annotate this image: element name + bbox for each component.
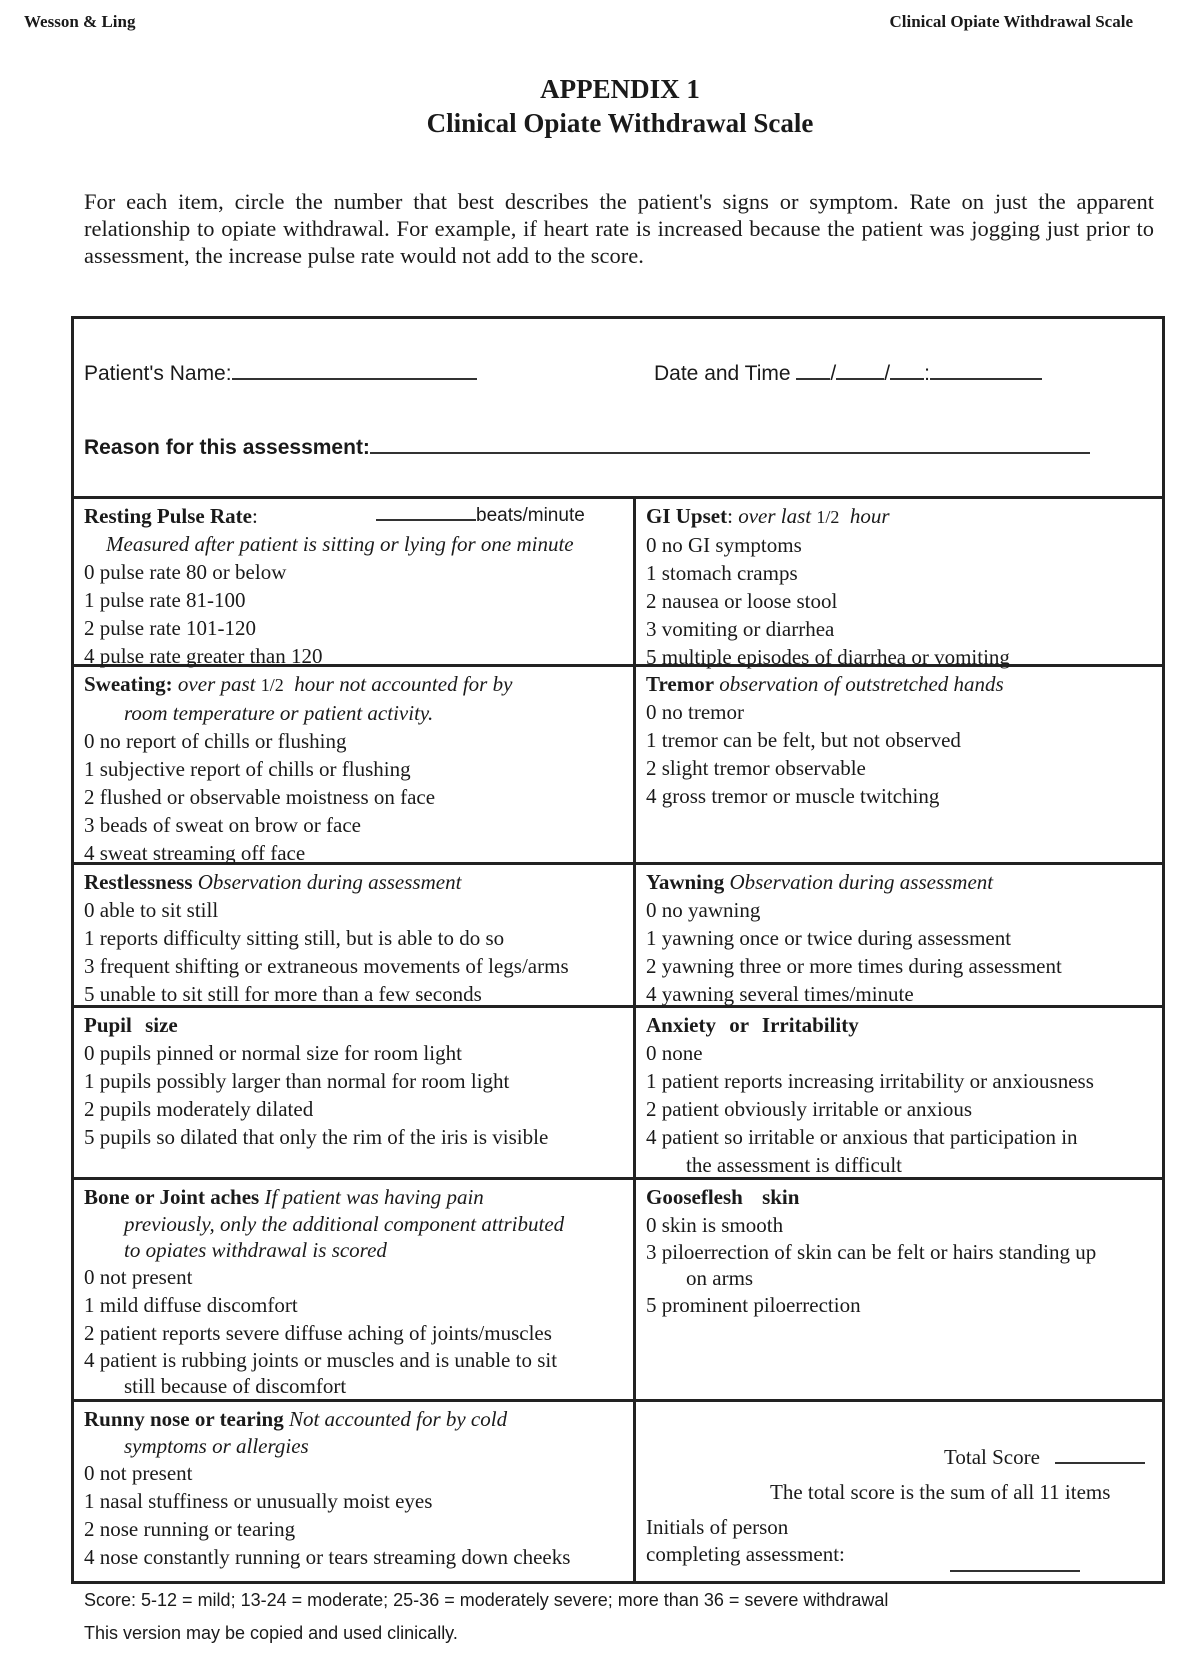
- initials-label-line1: Initials of person: [646, 1515, 789, 1539]
- patient-name-label: Patient's Name:: [84, 362, 232, 385]
- item-runny-nose-tearing: [84, 1405, 629, 1571]
- patient-name-input[interactable]: [232, 360, 477, 380]
- total-score-label: Total Score: [944, 1445, 1040, 1469]
- score-option[interactable]: 5 prominent piloerrection: [646, 1293, 861, 1317]
- initials-label-line2: completing assessment:: [646, 1542, 845, 1566]
- item-gi-upset: [646, 502, 1156, 671]
- score-option[interactable]: 2 slight tremor observable: [646, 756, 866, 780]
- item-description: symptoms or allergies: [124, 1434, 309, 1458]
- item-description: over past: [177, 672, 256, 696]
- score-option[interactable]: 0 no GI symptoms: [646, 533, 802, 557]
- item-sweating: [84, 670, 629, 867]
- item-description: Observation during assessment: [729, 870, 994, 894]
- pulse-rate-input[interactable]: [376, 503, 476, 521]
- item-description: to opiates withdrawal is scored: [124, 1238, 387, 1262]
- total-score-note: The total score is the sum of all 11 items: [770, 1480, 1111, 1504]
- score-option[interactable]: 4 gross tremor or muscle twitching: [646, 784, 940, 808]
- score-option[interactable]: 3 frequent shifting or extraneous movements of legs/arms: [84, 954, 569, 978]
- item-title: Yawning: [646, 870, 725, 894]
- appendix-label: APPENDIX 1: [540, 74, 700, 104]
- date-time-field[interactable]: [654, 360, 1042, 386]
- score-option[interactable]: 1 patient reports increasing irritability or anxiousness: [646, 1069, 1094, 1093]
- score-option[interactable]: 1 stomach cramps: [646, 561, 798, 585]
- item-pupil-size: [84, 1011, 629, 1151]
- score-option[interactable]: 5 unable to sit still for more than a few seconds: [84, 982, 482, 1006]
- score-option[interactable]: 0 not present: [84, 1461, 193, 1485]
- item-title-colon: :: [727, 504, 733, 528]
- score-option[interactable]: 0 pupils pinned or normal size for room light: [84, 1041, 462, 1065]
- score-option[interactable]: 4 nose constantly running or tears streaming down cheeks: [84, 1545, 571, 1569]
- item-title: Runny nose or tearing: [84, 1407, 284, 1431]
- score-option[interactable]: 1 reports difficulty sitting still, but is able to do so: [84, 926, 505, 950]
- total-score-field[interactable]: [944, 1444, 1145, 1470]
- item-title: Bone or Joint aches: [84, 1185, 260, 1209]
- score-option[interactable]: 2 nose running or tearing: [84, 1517, 296, 1541]
- item-title: Pupil size: [84, 1013, 178, 1037]
- score-option[interactable]: 0 not present: [84, 1265, 193, 1289]
- copyright-note: This version may be copied and used clinically.: [84, 1623, 458, 1643]
- score-option[interactable]: 0 no report of chills or flushing: [84, 729, 347, 753]
- item-title-colon: :: [251, 504, 258, 528]
- score-option[interactable]: 2 patient reports severe diffuse aching of joints/muscles: [84, 1321, 552, 1345]
- item-description: previously, only the additional component attributed: [124, 1212, 565, 1236]
- item-description: room temperature or patient activity.: [124, 701, 434, 725]
- patient-name-field[interactable]: [84, 360, 477, 386]
- reason-label: Reason for this assessment:: [84, 436, 370, 459]
- score-option[interactable]: 0 none: [646, 1041, 703, 1065]
- divider: [71, 1399, 1165, 1402]
- date-time-label: Date and Time: [654, 362, 791, 385]
- score-option[interactable]: 0 able to sit still: [84, 898, 219, 922]
- item-tremor: [646, 670, 1156, 810]
- item-title: Sweating:: [84, 672, 173, 696]
- reason-field[interactable]: [84, 434, 1090, 460]
- item-description: over last: [738, 504, 812, 528]
- initials-input[interactable]: [950, 1552, 1080, 1572]
- score-option[interactable]: 2 flushed or observable moistness on face: [84, 785, 436, 809]
- score-option[interactable]: 0 no tremor: [646, 700, 744, 724]
- score-option[interactable]: 1 pupils possibly larger than normal for room light: [84, 1069, 510, 1093]
- item-description: Observation during assessment: [197, 870, 462, 894]
- score-option[interactable]: [646, 1123, 1156, 1179]
- score-option[interactable]: 1 tremor can be felt, but not observed: [646, 728, 961, 752]
- score-option[interactable]: 4 yawning several times/minute: [646, 982, 914, 1006]
- score-option[interactable]: 1 nasal stuffiness or unusually moist eyes: [84, 1489, 433, 1513]
- pulse-unit-label: beats/minute: [476, 505, 585, 526]
- score-option-continuation: on arms: [686, 1266, 754, 1290]
- score-option[interactable]: 2 pulse rate 101-120: [84, 616, 257, 640]
- item-bone-joint-aches: [84, 1183, 629, 1399]
- item-title: GI Upset: [646, 504, 728, 528]
- date-day-input[interactable]: [836, 360, 884, 380]
- score-interpretation: Score: 5-12 = mild; 13-24 = moderate; 25-36 = moderately severe; more than 36 = severe withdrawal: [84, 1590, 889, 1610]
- score-option[interactable]: 4 pulse rate greater than 120: [84, 644, 323, 668]
- running-header-authors: Wesson & Ling: [24, 12, 136, 31]
- score-option[interactable]: 0 no yawning: [646, 898, 761, 922]
- score-option[interactable]: 2 nausea or loose stool: [646, 589, 838, 613]
- score-option[interactable]: 3 vomiting or diarrhea: [646, 617, 835, 641]
- column-divider: [633, 498, 636, 1584]
- date-separator: /: [884, 362, 891, 385]
- score-option-text: 4 patient so irritable or anxious that participation in: [646, 1125, 1078, 1149]
- item-gooseflesh-skin: [646, 1183, 1156, 1319]
- item-title: Restlessness: [84, 870, 193, 894]
- score-option[interactable]: 4 sweat streaming off face: [84, 841, 306, 865]
- score-option[interactable]: 5 pupils so dilated that only the rim of the iris is visible: [84, 1125, 549, 1149]
- date-year-input[interactable]: [890, 360, 924, 380]
- item-description: Measured after patient is sitting or lying for one minute: [106, 532, 574, 556]
- item-title: Resting Pulse Rate: [84, 504, 252, 528]
- score-option[interactable]: 1 mild diffuse discomfort: [84, 1293, 298, 1317]
- score-option[interactable]: 0 pulse rate 80 or below: [84, 560, 287, 584]
- score-option-continuation: the assessment is difficult: [686, 1153, 902, 1177]
- item-yawning: [646, 868, 1156, 1008]
- item-title: Tremor: [646, 672, 715, 696]
- score-option-text: 4 patient is rubbing joints or muscles and is unable to sit: [84, 1348, 558, 1372]
- score-option[interactable]: 1 yawning once or twice during assessment: [646, 926, 1012, 950]
- time-input[interactable]: [930, 360, 1042, 380]
- item-description: Not accounted for by cold: [288, 1407, 508, 1431]
- score-option[interactable]: 1 subjective report of chills or flushing: [84, 757, 411, 781]
- score-option[interactable]: 2 yawning three or more times during assessment: [646, 954, 1062, 978]
- divider: [71, 496, 1165, 499]
- item-description-fraction: 1/2: [260, 675, 284, 695]
- item-anxiety-irritability: [646, 1011, 1156, 1179]
- score-option-continuation: still because of discomfort: [124, 1374, 347, 1398]
- page-title: Clinical Opiate Withdrawal Scale: [426, 108, 814, 138]
- item-resting-pulse-rate: [84, 502, 629, 670]
- date-separator: /: [830, 362, 837, 385]
- time-separator: :: [924, 362, 930, 385]
- score-option[interactable]: 5 multiple episodes of diarrhea or vomiting: [646, 645, 1010, 669]
- item-description: hour: [849, 504, 890, 528]
- score-option[interactable]: [84, 1347, 629, 1399]
- item-description: hour not accounted for by: [294, 672, 513, 696]
- score-option[interactable]: 1 pulse rate 81-100: [84, 588, 246, 612]
- item-description-fraction: 1/2: [816, 507, 840, 527]
- score-option[interactable]: [646, 1239, 1156, 1291]
- score-option[interactable]: 3 beads of sweat on brow or face: [84, 813, 361, 837]
- item-description: observation of outstretched hands: [719, 672, 1004, 696]
- score-option[interactable]: 2 patient obviously irritable or anxious: [646, 1097, 973, 1121]
- item-description: If patient was having pain: [264, 1185, 484, 1209]
- score-option[interactable]: 0 skin is smooth: [646, 1213, 784, 1237]
- instructions-paragraph: For each item, circle the number that best describes the patient's signs or symptom. Rate on just the apparent relationship to opiate withdrawal. For example, if heart rate is increased because the patient was jogging just prior to assessment, the increase pulse rate would not add to the score.: [84, 189, 1154, 268]
- score-option-text: 3 piloerrection of skin can be felt or hairs standing up: [646, 1240, 1097, 1264]
- item-restlessness: [84, 868, 629, 1008]
- running-header-title: Clinical Opiate Withdrawal Scale: [889, 12, 1133, 31]
- reason-input[interactable]: [370, 434, 1090, 454]
- score-option[interactable]: 2 pupils moderately dilated: [84, 1097, 314, 1121]
- item-title: Gooseflesh skin: [646, 1185, 800, 1209]
- item-title: Anxiety or Irritability: [646, 1013, 859, 1037]
- total-score-input[interactable]: [1055, 1444, 1145, 1464]
- date-month-input[interactable]: [796, 360, 830, 380]
